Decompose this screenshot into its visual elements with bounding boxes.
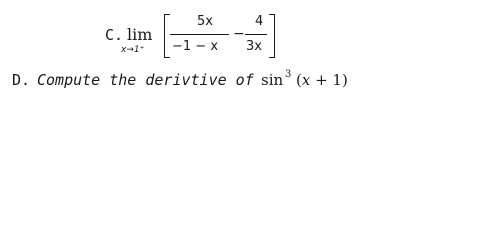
sine-exponent: 3 — [285, 69, 292, 80]
left-bracket — [164, 14, 170, 58]
minus-operator: − — [233, 26, 245, 42]
arg-open-paren: ( — [296, 71, 302, 89]
term1-fraction-bar — [170, 34, 229, 35]
arg-rest: + 1) — [310, 71, 348, 89]
sine-function: sin — [261, 71, 284, 89]
term1-numerator: 5x — [197, 14, 213, 29]
problem-d-label: D. — [12, 71, 31, 89]
function-argument — [296, 73, 348, 88]
term2-fraction-bar — [245, 34, 267, 35]
term2-denominator: 3x — [246, 39, 262, 54]
term2-numerator: 4 — [255, 14, 264, 29]
term1-denominator: −1 − x — [172, 39, 219, 54]
limit-subscript: x→1⁺ — [121, 45, 145, 55]
right-bracket — [269, 14, 275, 58]
problem-d-text: Compute the derivtive of — [37, 71, 254, 89]
problem-c-label: C. — [105, 26, 124, 44]
limit-operator: lim — [127, 25, 153, 44]
arg-variable: x — [301, 71, 311, 89]
